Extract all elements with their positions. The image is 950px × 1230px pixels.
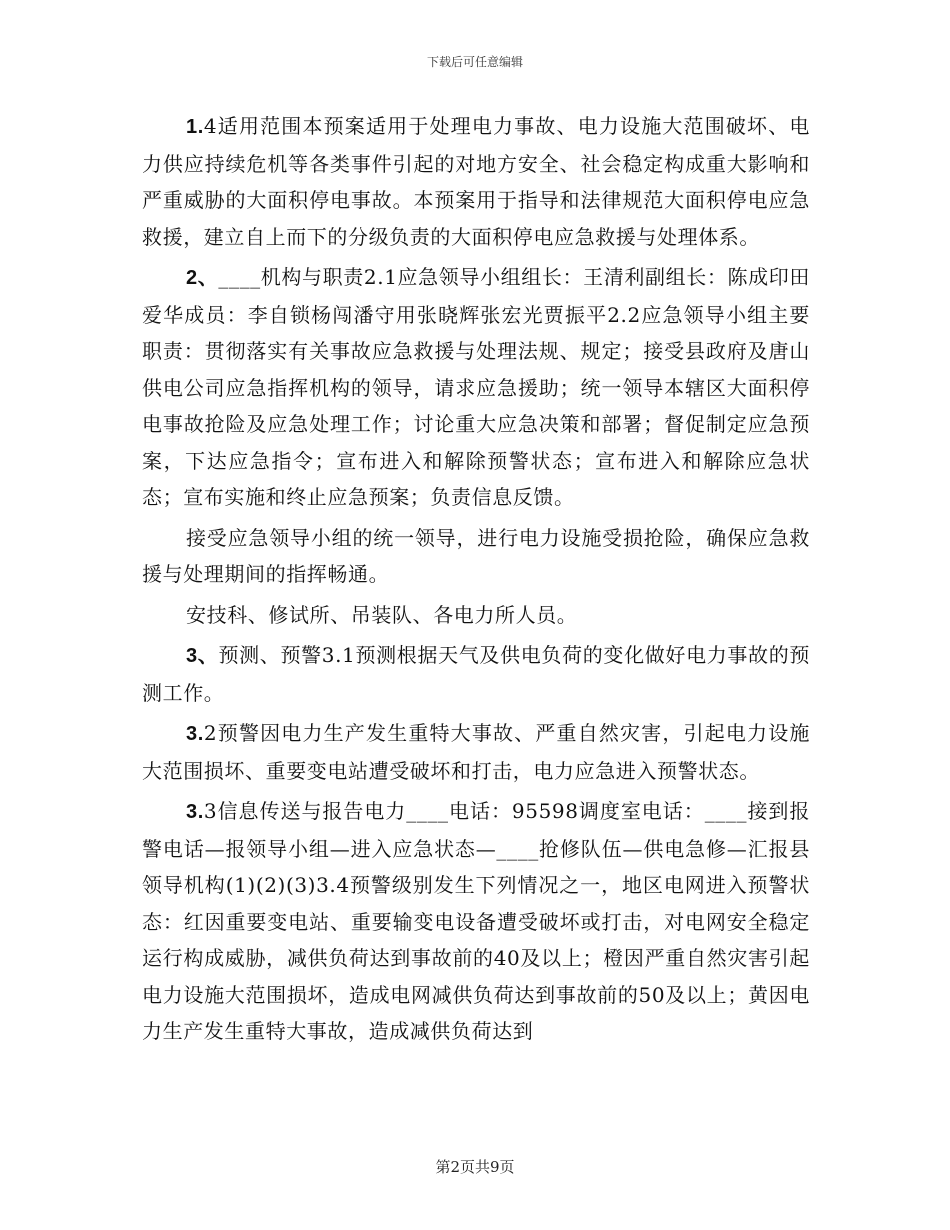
section-number: 3. xyxy=(186,801,204,823)
paragraph-3-forecast xyxy=(142,637,810,711)
paragraph-text: 接受应急领导小组的统一领导，进行电力设施受损抢险，确保应急救援与处理期间的指挥畅通。 xyxy=(142,525,810,586)
section-number: 3、 xyxy=(186,645,219,667)
paragraph-personnel xyxy=(142,597,810,634)
paragraph-3-3-reporting xyxy=(142,793,810,1050)
page-footer: 第2页共9页 xyxy=(435,1158,515,1176)
paragraph-text: 安技科、修试所、吊装队、各电力所人员。 xyxy=(186,602,578,627)
paragraph-1-4-scope xyxy=(142,108,810,255)
section-number: 3. xyxy=(186,723,204,745)
section-number: 2、 xyxy=(186,267,219,289)
section-number: 1. xyxy=(186,116,204,138)
document-body xyxy=(142,108,810,1054)
paragraph-text: 2预警因电力生产发生重特大事故、严重自然灾害，引起电力设施大范围损坏、重要变电站遭受破坏和打击，电力应急进入预警状态。 xyxy=(142,721,810,783)
paragraph-2-organization xyxy=(142,259,810,516)
paragraph-command xyxy=(142,520,810,593)
paragraph-text: ____机构与职责2.1应急领导小组组长：王清利副组长：陈成印田爱华成员：李自锁杨闯潘守用张晓辉张宏光贾振平2.2应急领导小组主要职责：贯彻落实有关事故应急救援与处理法规、规定；接受县政府及唐山供电公司应急指挥机构的领导，请求应急援助；统一领导本辖区大面积停电事故抢险及应急处理工作；讨论重大应急决策和部署；督促制定应急预案，下达应急指令；宣布进入和解除预警状态；宣布进入和解除应急状态；宣布实施和终止应急预案；负责信息反馈。 xyxy=(142,265,810,509)
paragraph-text: 3信息传送与报告电力____电话：95598调度室电话：____接到报警电话—报领导小组—进入应急状态—____抢修队伍—供电急修—汇报县领导机构(1)(2)(3)3.4预警级别发生下列情况之一，地区电网进入预警状态：红因重要变电站、重要输变电设备遭受破坏或打击，对电网安全稳定运行构成威胁，减供负荷达到事故前的40及以上；橙因严重自然灾害引起电力设施大范围损坏，造成电网减供负荷达到事故前的50及以上；黄因电力生产发生重特大事故，造成减供负荷达到 xyxy=(142,799,810,1043)
page-header: 下载后可任意编辑 xyxy=(426,55,523,69)
paragraph-3-2-warning xyxy=(142,715,810,789)
paragraph-text: 预测、预警3.1预测根据天气及供电负荷的变化做好电力事故的预测工作。 xyxy=(142,643,810,705)
paragraph-text: 4适用范围本预案适用于处理电力事故、电力设施大范围破坏、电力供应持续危机等各类事件引起的对地方安全、社会稳定构成重大影响和严重威胁的大面积停电事故。本预案用于指导和法律规范大面积停电应急救援，建立自上而下的分级负责的大面积停电应急救援与处理体系。 xyxy=(142,114,810,249)
